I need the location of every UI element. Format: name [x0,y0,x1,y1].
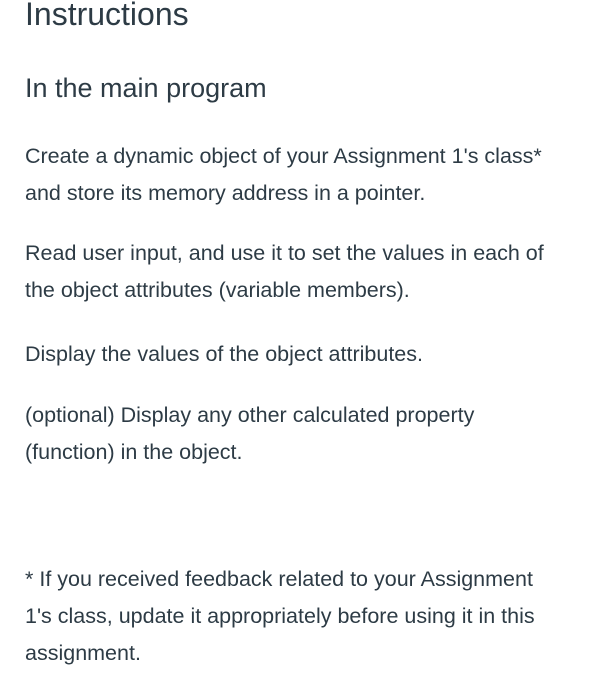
instruction-paragraph-read-input [25,235,544,309]
paragraph-line: (optional) Display any other calculated property [25,403,475,427]
section-heading: In the main program [25,73,267,103]
paragraph-line: Read user input, and use it to set the values in each of [25,241,544,265]
footnote-line: * If you received feedback related to your Assignment [25,567,533,591]
paragraph-line: (function) in the object. [25,440,243,464]
instruction-paragraph-display-values [25,336,423,373]
instruction-paragraph-optional [25,397,474,471]
footnote [25,561,535,672]
instruction-paragraph-create-object [25,138,542,212]
paragraph-line: and store its memory address in a pointer. [25,181,426,205]
paragraph-line: Display the values of the object attributes. [25,342,423,366]
footnote-line: 1's class, update it appropriately before using it in this [25,604,535,628]
footnote-line: assignment. [25,641,141,665]
paragraph-line: the object attributes (variable members). [25,278,410,302]
paragraph-line: Create a dynamic object of your Assignment 1's class* [25,144,542,168]
page-title: Instructions [25,0,189,32]
